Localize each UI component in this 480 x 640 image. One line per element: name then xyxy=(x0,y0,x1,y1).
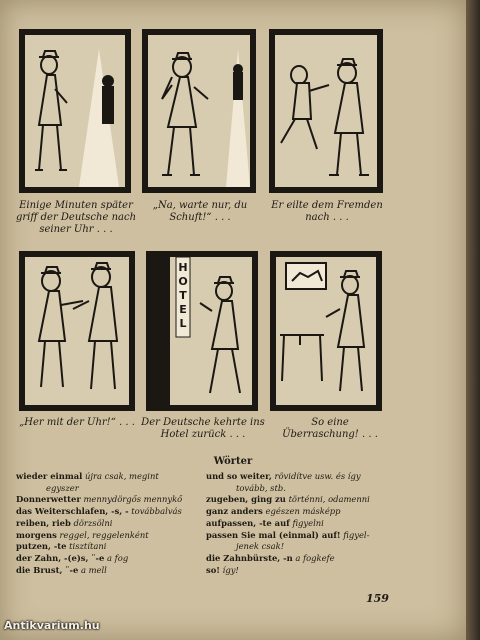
vocab-entry: zugeben, ging zu történni, odamenni xyxy=(206,494,370,505)
vocab-entry: ganz anders egészen másképp xyxy=(206,506,341,517)
caption-3: Er eilte dem Fremden nach . . . xyxy=(271,200,383,223)
vocabulary-title: Wörter xyxy=(213,456,253,467)
vocab-entry: passen Sie mal (einmal) auf! figyel- xyxy=(206,529,370,540)
vocab-entry: Donnerwetter mennydörgős mennykő xyxy=(16,494,183,505)
illustration-man-walking xyxy=(19,29,131,193)
comic-panel-3 xyxy=(269,29,383,193)
watermark: Antikvarium.hu xyxy=(4,619,100,632)
illustration-man-chasing xyxy=(269,29,383,193)
illustration-man-angry xyxy=(142,29,256,193)
vocab-entry: die Brust, ¨-e a mell xyxy=(16,564,107,575)
vocab-entry: tovább, stb. xyxy=(236,482,286,493)
vocab-entry: aufpassen, -te auf figyelni xyxy=(206,517,324,528)
vocab-entry: und so weiter, rövidítve usw. és így xyxy=(206,471,361,481)
comic-panel-2 xyxy=(142,29,256,193)
illustration-confrontation xyxy=(19,251,135,411)
illustration-hotel-room xyxy=(270,251,382,411)
vocab-entry: wieder einmal újra csak, megint xyxy=(16,471,159,481)
comic-panel-1 xyxy=(19,29,131,193)
vocab-entry: so! így! xyxy=(206,564,239,575)
vocab-entry: putzen, -te tisztítani xyxy=(16,541,107,552)
page-number: 159 xyxy=(366,592,389,605)
caption-5: Der Deutsche kehrte ins Hotel zurück . . . xyxy=(141,417,265,440)
vocab-entry: jenek csak! xyxy=(236,541,285,552)
vocabulary-right-column xyxy=(206,471,370,576)
comic-panel-5 xyxy=(146,251,258,411)
caption-6: So eine Überraschung! . . . xyxy=(282,417,378,440)
vocab-entry: der Zahn, -(e)s, ¨-e a fog xyxy=(16,552,129,563)
caption-2: „Na, warte nur, du Schuft!“ . . . xyxy=(152,200,248,223)
book-edge xyxy=(466,0,480,640)
vocabulary-left-column xyxy=(16,471,182,576)
vocab-entry: das Weiterschlafen, -s, - továbbalvás xyxy=(16,506,182,517)
vocab-entry: morgens reggel, reggelenként xyxy=(16,529,149,540)
caption-1: Einige Minuten später griff der Deutsche nach seiner Uhr . . . xyxy=(15,200,137,235)
vocab-entry: reiben, rieb dörzsölni xyxy=(16,517,113,528)
vocab-entry: die Zahnbürste, -n a fogkefe xyxy=(206,552,335,563)
illustration-hotel-entrance xyxy=(146,251,258,411)
comic-panel-4 xyxy=(19,251,135,411)
comic-panel-6 xyxy=(270,251,382,411)
vocab-entry: egyszer xyxy=(46,482,79,493)
caption-4: „Her mit der Uhr!“ . . . xyxy=(19,417,135,428)
hotel-sign: HOTEL xyxy=(178,261,188,330)
